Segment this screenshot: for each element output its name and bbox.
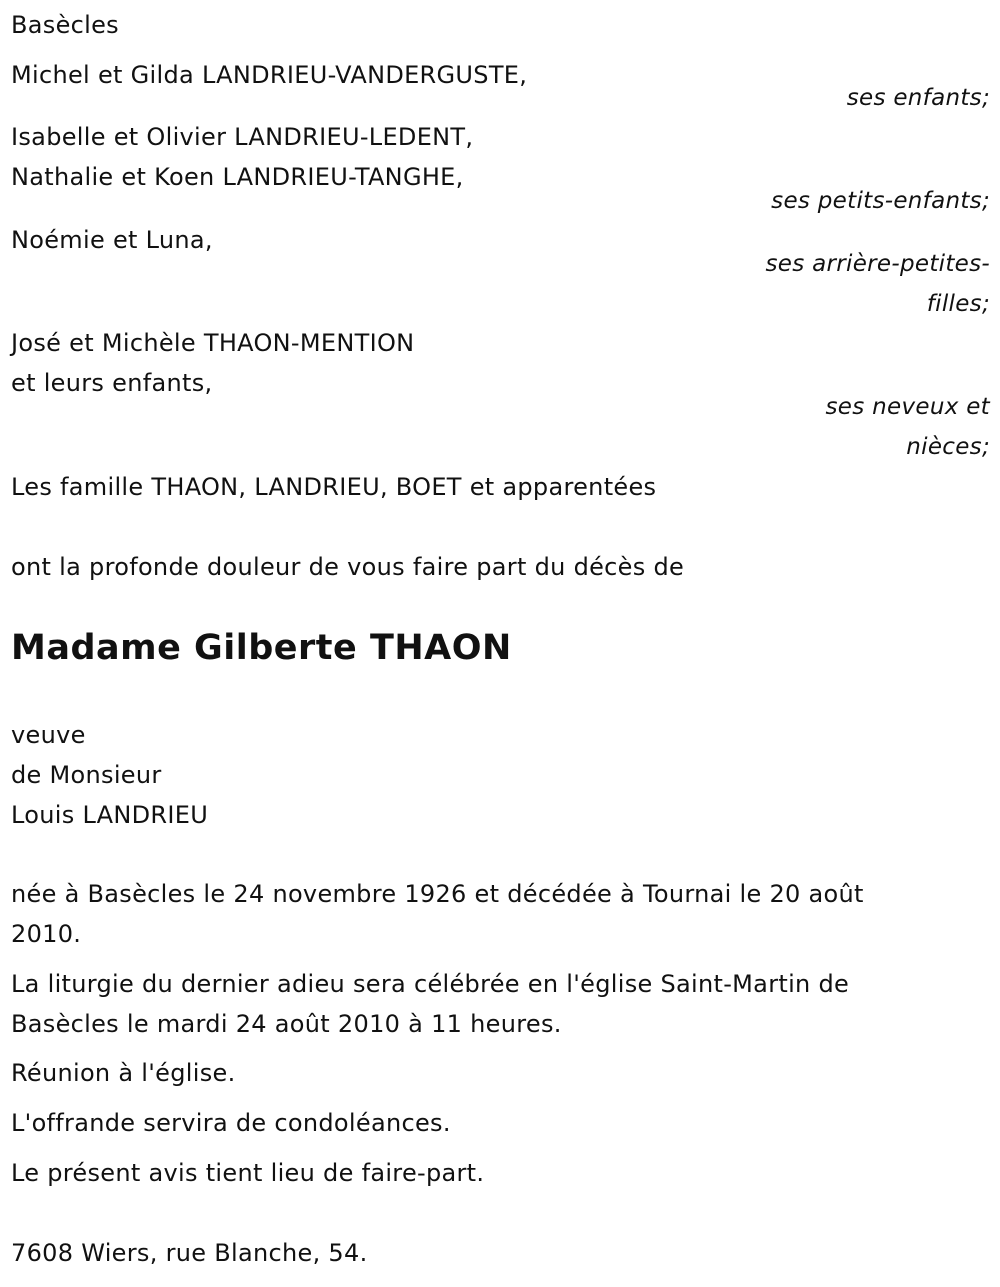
nephews-names-1: José et Michèle THAON-MENTION [11, 329, 415, 357]
notice-line: Le présent avis tient lieu de faire-part. [11, 1159, 485, 1187]
liturgy-line-2: Basècles le mardi 24 août 2010 à 11 heures. [11, 1010, 562, 1038]
widow-of-line-1: veuve [11, 721, 86, 749]
meeting-line: Réunion à l'église. [11, 1059, 236, 1087]
widow-of-line-3: Louis LANDRIEU [11, 801, 209, 829]
town-heading: Basècles [11, 11, 119, 39]
grandchildren-names-1: Isabelle et Olivier LANDRIEU-LEDENT, [11, 123, 474, 151]
great-grandchildren-names: Noémie et Luna, [11, 226, 213, 254]
children-names: Michel et Gilda LANDRIEU-VANDERGUSTE, [11, 61, 528, 89]
nephews-relation-1: ses neveux et [825, 394, 990, 420]
great-grandchildren-relation-2: filles; [926, 291, 990, 317]
grandchildren-names-2: Nathalie et Koen LANDRIEU-TANGHE, [11, 163, 464, 191]
nephews-relation-2: nièces; [906, 434, 990, 460]
birth-death-line-2: 2010. [11, 920, 82, 948]
deceased-name: Madame Gilberte THAON [11, 628, 512, 668]
families-line: Les famille THAON, LANDRIEU, BOET et apparentées [11, 473, 657, 501]
children-relation: ses enfants; [846, 85, 990, 111]
address-line: 7608 Wiers, rue Blanche, 54. [11, 1239, 368, 1267]
offering-line: L'offrande servira de condoléances. [11, 1109, 451, 1137]
nephews-names-2: et leurs enfants, [11, 369, 213, 397]
announcement-line: ont la profonde douleur de vous faire part du décès de [11, 553, 685, 581]
birth-death-line-1: née à Basècles le 24 novembre 1926 et décédée à Tournai le 20 août [11, 880, 864, 908]
widow-of-line-2: de Monsieur [11, 761, 162, 789]
great-grandchildren-relation-1: ses arrière-petites- [765, 251, 990, 277]
liturgy-line-1: La liturgie du dernier adieu sera célébrée en l'église Saint-Martin de [11, 970, 850, 998]
grandchildren-relation: ses petits-enfants; [771, 188, 990, 214]
